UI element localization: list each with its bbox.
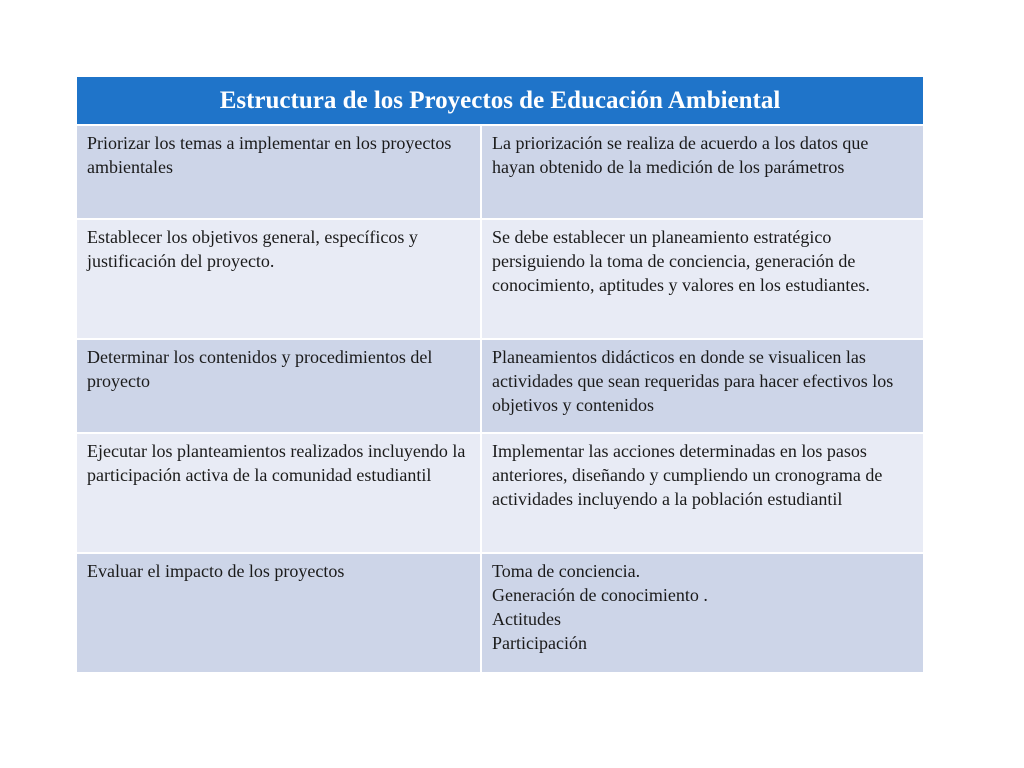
description-cell: La priorización se realiza de acuerdo a los datos que hayan obtenido de la medición de los parámetros bbox=[481, 125, 923, 219]
description-cell: Toma de conciencia. Generación de conocimiento . Actitudes Participación bbox=[481, 553, 923, 673]
table-title: Estructura de los Proyectos de Educación Ambiental bbox=[77, 77, 923, 125]
step-cell: Establecer los objetivos general, específicos y justificación del proyecto. bbox=[77, 219, 481, 339]
description-cell: Implementar las acciones determinadas en los pasos anteriores, diseñando y cumpliendo un cronograma de actividades incluyendo a la población estudiantil bbox=[481, 433, 923, 553]
table-row bbox=[77, 339, 923, 433]
step-cell: Evaluar el impacto de los proyectos bbox=[77, 553, 481, 673]
table-row bbox=[77, 433, 923, 553]
table-header-row bbox=[77, 77, 923, 125]
step-cell: Priorizar los temas a implementar en los proyectos ambientales bbox=[77, 125, 481, 219]
step-cell: Ejecutar los planteamientos realizados incluyendo la participación activa de la comunidad estudiantil bbox=[77, 433, 481, 553]
table-row bbox=[77, 553, 923, 673]
description-cell: Se debe establecer un planeamiento estratégico persiguiendo la toma de conciencia, generación de conocimiento, aptitudes y valores en los estudiantes. bbox=[481, 219, 923, 339]
table-row bbox=[77, 125, 923, 219]
step-cell: Determinar los contenidos y procedimientos del proyecto bbox=[77, 339, 481, 433]
description-cell: Planeamientos didácticos en donde se visualicen las actividades que sean requeridas para hacer efectivos los objetivos y contenidos bbox=[481, 339, 923, 433]
project-structure-table bbox=[77, 77, 923, 674]
table-row bbox=[77, 219, 923, 339]
